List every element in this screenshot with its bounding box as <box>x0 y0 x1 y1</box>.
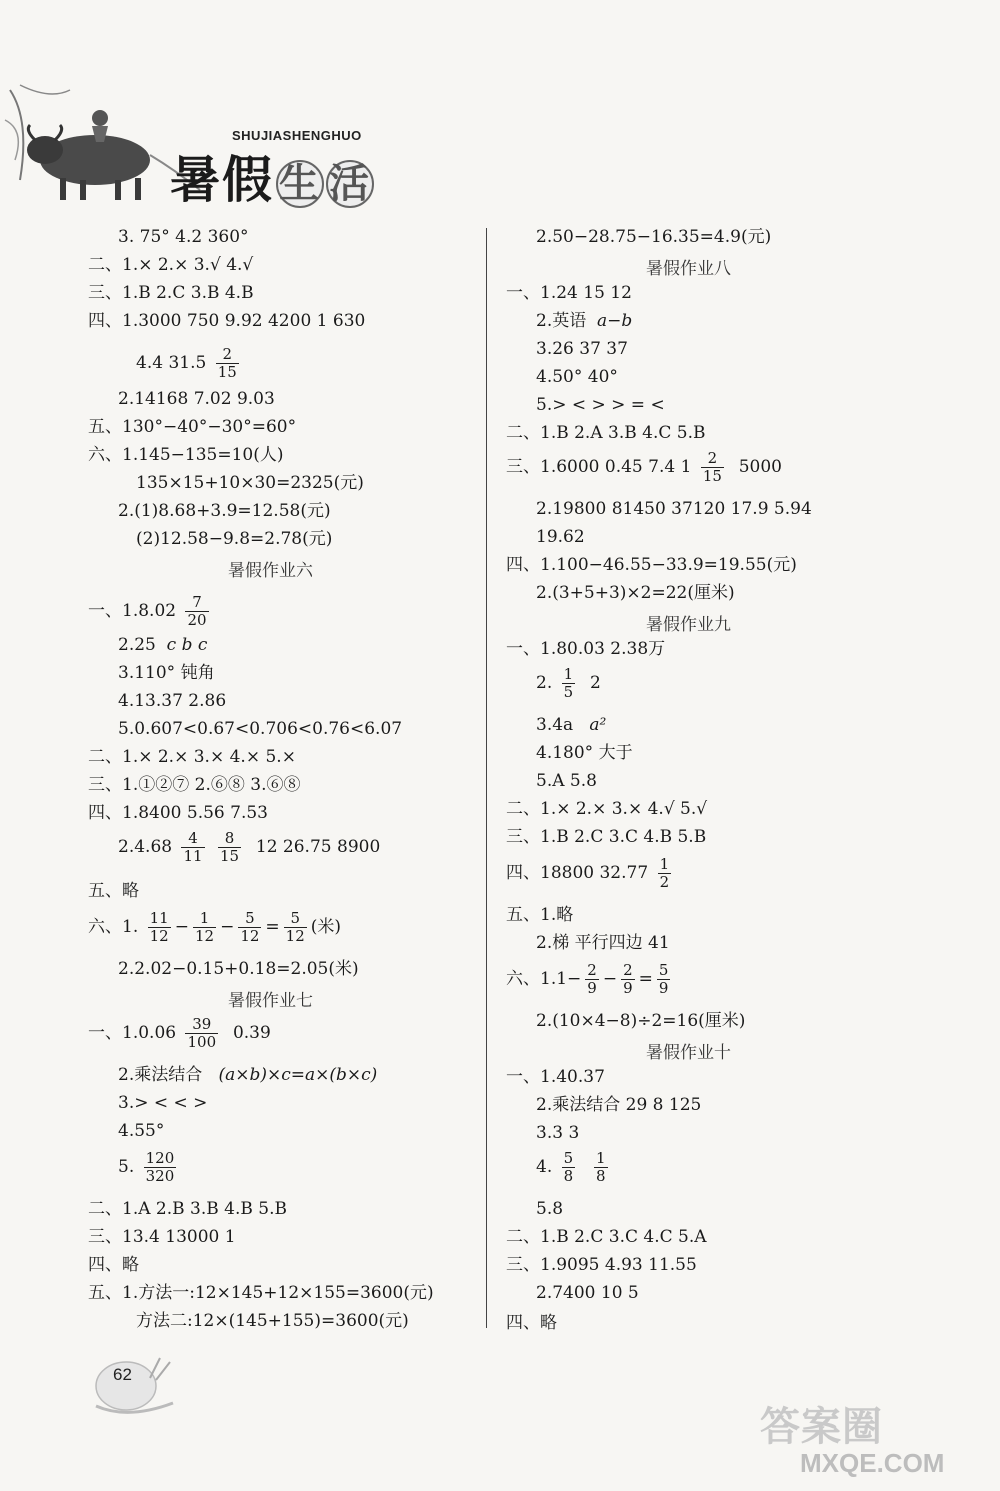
fraction <box>185 594 208 629</box>
answer-text: 一、1.0.06 <box>88 1023 177 1043</box>
answer-line: 2.乘法结合 29 8 125 <box>536 1095 702 1115</box>
numerator: 1 <box>659 855 670 873</box>
watermark-logo: 答案圈 <box>760 1403 883 1450</box>
answer-line: 4.13.37 2.86 <box>118 691 227 711</box>
watermark-url: MXQE.COM <box>800 1448 945 1478</box>
numerator: 2 <box>623 961 633 979</box>
answer-line: (2)12.58−9.8=2.78(元) <box>136 529 333 549</box>
answer-text-italic: c b c <box>166 635 208 655</box>
answer-line <box>88 1016 271 1051</box>
denominator: 15 <box>217 363 237 381</box>
answer-line: 135×15+10×30=2325(元) <box>136 473 364 493</box>
numerator: 2 <box>216 346 239 364</box>
answer-text-italic: a−b <box>597 311 633 331</box>
answer-text: 六、1. <box>88 917 139 937</box>
answer-line: 四、略 <box>506 1313 557 1333</box>
answer-line: 一、1.80.03 2.38万 <box>506 639 666 659</box>
answer-line: 2.梯 平行四边 41 <box>536 933 670 953</box>
brand-title-seal-1: 生 <box>276 160 324 208</box>
answer-line <box>536 1150 612 1185</box>
numerator: 8 <box>218 830 241 848</box>
answer-text: 5000 <box>738 457 782 477</box>
numerator: 1 <box>596 1149 606 1167</box>
answer-text: 四、18800 32.77 <box>506 863 649 883</box>
numerator: 1 <box>563 665 574 683</box>
fraction <box>658 856 672 891</box>
answer-line: 二、1.B 2.A 3.B 4.C 5.B <box>506 423 706 443</box>
answer-line: 一、1.24 15 12 <box>506 283 632 303</box>
answer-text: 2.乘法结合 <box>118 1065 203 1085</box>
snail-page-badge <box>88 1348 178 1418</box>
answer-line: 五、1.方法一:12×145+12×155=3600(元) <box>88 1283 434 1303</box>
numerator: 5 <box>284 910 307 928</box>
answer-line: 4.180° 大于 <box>536 743 633 763</box>
numerator: 11 <box>149 909 169 927</box>
denominator: 9 <box>623 979 633 997</box>
page-number: 62 <box>113 1365 132 1384</box>
answer-text: 12 26.75 8900 <box>255 837 381 857</box>
numerator: 5 <box>658 961 669 979</box>
answer-line: 六、1.1− $\frac{2}{9}$ − $\frac{2}{9}$ = $\frac{5}{9}$ <box>506 961 669 997</box>
answer-line: 2.(3+5+3)×2=22(厘米) <box>536 583 735 603</box>
answer-line <box>118 1150 180 1185</box>
answer-text-italic: (a×b)×c=a×(b×c) <box>218 1065 378 1085</box>
fraction <box>238 910 261 945</box>
answer-text: (米) <box>310 917 342 937</box>
answer-line: 4.50° 40° <box>536 367 618 387</box>
answer-line: 四、1.3000 750 9.92 4200 1 630 <box>88 311 366 331</box>
answer-line: 19.62 <box>536 527 585 547</box>
answer-line: 2.7400 10 5 <box>536 1283 639 1303</box>
denominator: 12 <box>285 927 305 945</box>
answer-line <box>88 594 213 629</box>
answer-line: 3. 75° 4.2 360° <box>118 227 249 247</box>
answer-line: 2.(1)8.68+3.9=12.58(元) <box>118 501 331 521</box>
denominator: 8 <box>596 1167 606 1185</box>
fraction <box>594 1150 608 1185</box>
denominator: 2 <box>659 873 670 891</box>
answer-line: 二、1.B 2.C 3.C 4.C 5.A <box>506 1227 707 1247</box>
answer-text: 一、1.8.02 <box>88 601 177 621</box>
answer-line <box>118 634 207 656</box>
answer-line: 3.> < < > <box>118 1093 208 1113</box>
answer-line <box>536 310 632 332</box>
answer-text: 5. <box>118 1157 135 1177</box>
answer-line <box>506 450 782 485</box>
denominator: 100 <box>187 1033 217 1051</box>
fraction <box>621 962 635 997</box>
answer-line: 五、略 <box>88 881 139 901</box>
answer-text: 2.25 <box>118 635 156 655</box>
answer-line: 五、130°−40°−30°=60° <box>88 417 297 437</box>
section-title: 暑假作业六 <box>228 561 313 581</box>
answer-line: 四、1.100−46.55−33.9=19.55(元) <box>506 555 797 575</box>
answer-line: 2.19800 81450 37120 17.9 5.94 <box>536 499 812 519</box>
answer-line: 方法二:12×(145+155)=3600(元) <box>136 1311 409 1331</box>
fraction <box>216 346 239 381</box>
answer-line: 3.110° 钝角 <box>118 663 215 683</box>
fraction <box>193 910 216 945</box>
answer-line: 二、1.A 2.B 3.B 4.B 5.B <box>88 1199 287 1219</box>
answer-line: 二、1.× 2.× 3.√ 4.√ <box>88 255 254 275</box>
denominator: 12 <box>149 927 169 945</box>
answer-line <box>536 666 601 701</box>
numerator: 5 <box>563 1149 574 1167</box>
fraction <box>701 450 724 485</box>
answer-line: 四、略 <box>88 1255 139 1275</box>
answer-line: 5.A 5.8 <box>536 771 597 791</box>
brand-title-main: 暑假 <box>170 150 274 209</box>
numerator: 2 <box>587 961 597 979</box>
answer-line: 五、1.略 <box>506 905 574 925</box>
answer-line: 二、1.× 2.× 3.× 4.× 5.× <box>88 747 296 767</box>
denominator: 9 <box>587 979 597 997</box>
answer-line: 六、1. $\frac{11}{12}$ − $\frac{1}{12}$ − $\frac{5}{12}$ = $\frac{5}{12}$ (米) <box>88 909 342 945</box>
answer-text: 4. <box>536 1157 553 1177</box>
answer-line: 3.26 37 37 <box>536 339 628 359</box>
answer-line <box>136 346 243 381</box>
numerator: 39 <box>185 1016 218 1034</box>
answer-line: 一、1.40.37 <box>506 1067 605 1087</box>
fraction <box>657 962 671 997</box>
numerator: 5 <box>238 910 261 928</box>
answer-text: 六、1.1− <box>506 969 582 989</box>
fraction <box>181 830 204 865</box>
answer-line: 2.14168 7.02 9.03 <box>118 389 275 409</box>
section-title: 暑假作业九 <box>646 615 731 635</box>
fraction <box>218 830 241 865</box>
answer-text: 2. <box>536 673 553 693</box>
answer-line: 三、1.B 2.C 3.B 4.B <box>88 283 254 303</box>
numerator: 4 <box>181 830 204 848</box>
answer-text: 2.4.68 <box>118 837 173 857</box>
answer-text-italic: a² <box>589 715 607 735</box>
fraction <box>148 910 171 945</box>
answer-text: 4.4 31.5 <box>136 353 207 373</box>
brand-title <box>170 140 374 212</box>
section-title: 暑假作业十 <box>646 1043 731 1063</box>
answer-line: 三、1.9095 4.93 11.55 <box>506 1255 697 1275</box>
denominator: 15 <box>219 847 240 865</box>
answer-text: 2 <box>590 673 601 693</box>
fraction <box>562 666 576 701</box>
numerator: 120 <box>145 1149 175 1167</box>
answer-line: 2.2.02−0.15+0.18=2.05(米) <box>118 959 359 979</box>
answer-line: 3.3 3 <box>536 1123 580 1143</box>
answer-line <box>506 856 675 891</box>
answer-line: 四、1.8400 5.56 7.53 <box>88 803 268 823</box>
answer-text: 0.39 <box>232 1023 271 1043</box>
numerator: 1 <box>193 910 216 928</box>
answer-line <box>118 830 380 865</box>
denominator: 12 <box>194 927 215 945</box>
brand-pinyin: SHUJIASHENGHUO <box>232 128 362 143</box>
fraction <box>284 910 307 945</box>
denominator: 9 <box>658 979 669 997</box>
denominator: 20 <box>187 611 207 629</box>
answer-text: 2.英语 <box>536 311 587 331</box>
answer-line: 二、1.× 2.× 3.× 4.√ 5.√ <box>506 799 708 819</box>
answer-line: 三、1.①②⑦ 2.⑥⑧ 3.⑥⑧ <box>88 775 301 795</box>
brand-title-seal-2: 活 <box>326 160 374 208</box>
fraction <box>585 962 599 997</box>
fraction <box>562 1150 576 1185</box>
answer-line: 2.50−28.75−16.35=4.9(元) <box>536 227 772 247</box>
answer-line: 5.8 <box>536 1199 564 1219</box>
section-title: 暑假作业七 <box>228 991 313 1011</box>
denominator: 15 <box>702 467 722 485</box>
answer-line: 5.0.607<0.67<0.706<0.76<6.07 <box>118 719 403 739</box>
answer-line <box>536 714 606 736</box>
answer-text: 三、1.6000 0.45 7.4 1 <box>506 457 692 477</box>
column-divider <box>486 228 487 1328</box>
numerator: 7 <box>185 594 208 612</box>
denominator: 320 <box>145 1167 175 1185</box>
section-title: 暑假作业八 <box>646 259 731 279</box>
denominator: 11 <box>183 847 203 865</box>
answer-line: 5.> < > > = < <box>536 395 665 415</box>
answer-line: 2.(10×4−8)÷2=16(厘米) <box>536 1011 746 1031</box>
answer-line: 4.55° <box>118 1121 165 1141</box>
answer-line: 三、1.B 2.C 3.C 4.B 5.B <box>506 827 707 847</box>
numerator: 2 <box>701 450 724 468</box>
answer-line <box>118 1064 377 1086</box>
denominator: 12 <box>240 927 260 945</box>
answer-line: 三、13.4 13000 1 <box>88 1227 236 1247</box>
denominator: 8 <box>563 1167 574 1185</box>
denominator: 5 <box>563 683 574 701</box>
fraction <box>185 1016 218 1051</box>
fraction <box>144 1150 177 1185</box>
answer-text: 3.4a <box>536 715 574 735</box>
answer-line: 六、1.145−135=10(人) <box>88 445 284 465</box>
